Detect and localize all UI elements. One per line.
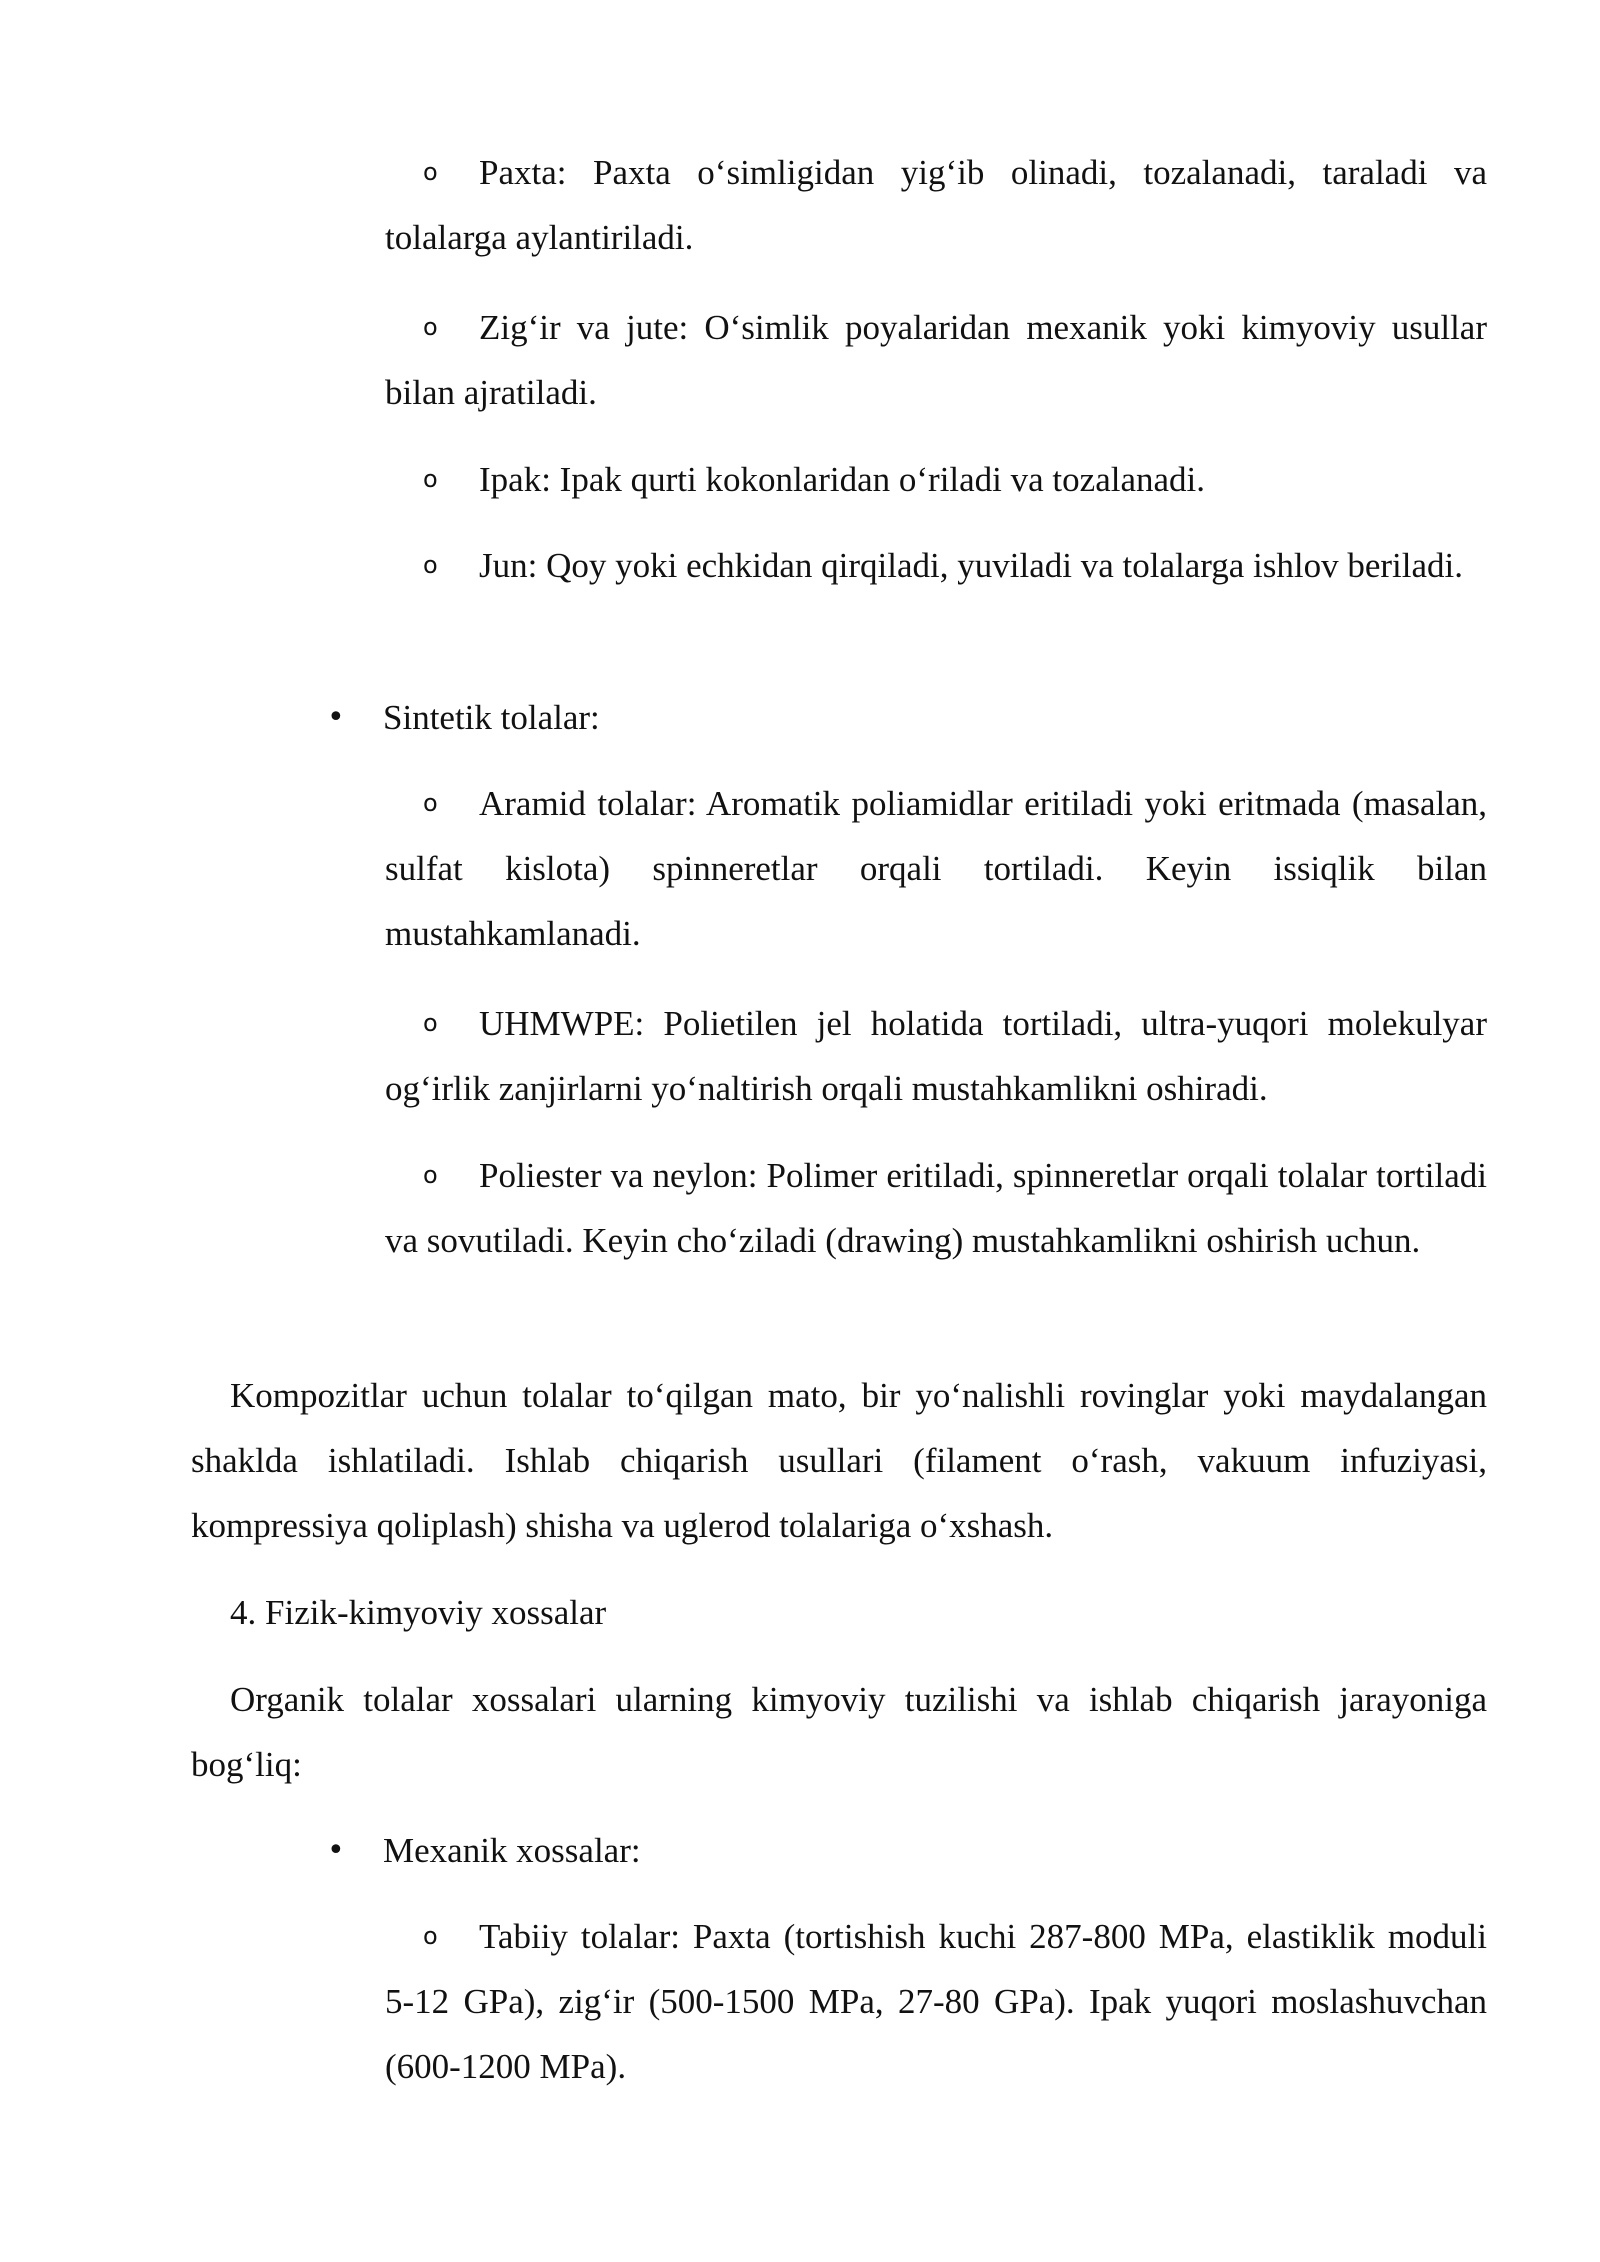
sub-bullet-marker: o: [423, 1922, 438, 1950]
list-item-uhmwpe: [385, 991, 1487, 1121]
sub-bullet-marker: o: [423, 551, 438, 579]
bullet-marker: •: [327, 700, 345, 735]
section-heading: 4. Fizik-kimyoviy xossalar: [230, 1593, 607, 1632]
composites-paragraph: Kompozitlar uchun tolalar to‘qilgan mato, bir yo‘nalishli rovinglar yoki maydalangan shaklda ishlatiladi. Ishlab chiqarish usullari (filament o‘rash, vakuum infuziyasi, kompressiya qoliplash) shisha va uglerod tolalariga o‘xshash.: [191, 1376, 1487, 1545]
synthetic-fibers-heading: [327, 685, 1487, 750]
bullet-marker: •: [327, 1833, 345, 1868]
sub-bullet-marker: o: [423, 158, 438, 186]
list-item-text: Zig‘ir va jute: O‘simlik poyalaridan mexanik yoki kimyoviy usullar bilan ajratiladi.: [385, 308, 1487, 412]
list-item-text: Paxta: Paxta o‘simligidan yig‘ib olinadi, tozalanadi, taraladi va tolalarga aylantiriladi.: [385, 153, 1487, 257]
bullet-heading-text: Mexanik xossalar:: [383, 1831, 641, 1870]
sub-bullet-marker: o: [423, 465, 438, 493]
sub-bullet-marker: o: [423, 789, 438, 817]
list-item-tabiiy-tolalar: [385, 1904, 1487, 2099]
list-item-zigir: [385, 295, 1487, 425]
sub-bullet-marker: o: [423, 1009, 438, 1037]
section-intro-paragraph: Organik tolalar xossalari ularning kimyoviy tuzilishi va ishlab chiqarish jarayoniga bog‘liq:: [191, 1680, 1487, 1784]
list-item-ipak: [385, 447, 1487, 512]
list-item-paxta: [385, 140, 1487, 270]
list-item-text: Ipak: Ipak qurti kokonlaridan o‘riladi va tozalanadi.: [479, 460, 1205, 499]
mechanical-properties-heading: [327, 1818, 1487, 1883]
bullet-heading-text: Sintetik tolalar:: [383, 698, 600, 737]
list-item-poliester: [385, 1143, 1487, 1273]
list-item-text: Poliester va neylon: Polimer eritiladi, spinneretlar orqali tolalar tortiladi va sovutiladi. Keyin cho‘ziladi (drawing) mustahkamlikni oshirish uchun.: [385, 1156, 1487, 1260]
list-item-jun: [385, 533, 1487, 598]
sub-bullet-marker: o: [423, 1161, 438, 1189]
list-item-text: Tabiiy tolalar: Paxta (tortishish kuchi 287-800 MPa, elastiklik moduli 5-12 GPa), zig‘ir (500-1500 MPa, 27-80 GPa). Ipak yuqori moslashuvchan (600-1200 MPa).: [385, 1917, 1487, 2086]
list-item-aramid: [385, 771, 1487, 966]
list-item-text: Aramid tolalar: Aromatik poliamidlar eritiladi yoki eritmada (masalan, sulfat kislota) spinneretlar orqali tortiladi. Keyin issiqlik bilan mustahkamlanadi.: [385, 784, 1487, 953]
list-item-text: UHMWPE: Polietilen jel holatida tortiladi, ultra-yuqori molekulyar og‘irlik zanjirlarni yo‘naltirish orqali mustahkamlikni oshiradi.: [385, 1004, 1487, 1108]
list-item-text: Jun: Qoy yoki echkidan qirqiladi, yuviladi va tolalarga ishlov beriladi.: [479, 546, 1464, 585]
sub-bullet-marker: o: [423, 313, 438, 341]
